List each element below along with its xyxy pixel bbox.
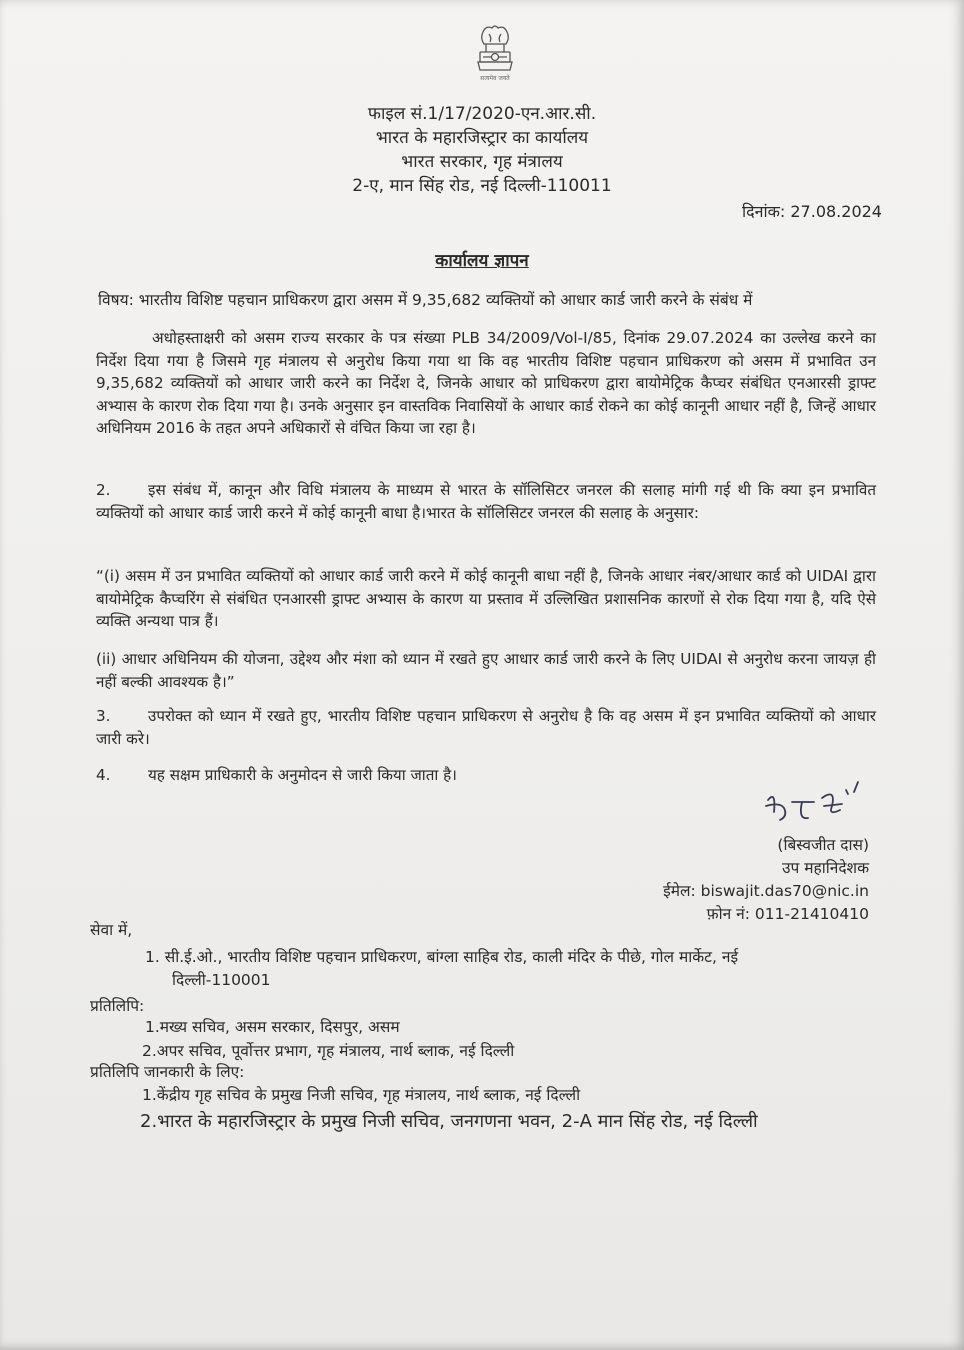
- signatory-phone: फ़ोन नं: 011-21410410: [706, 905, 869, 923]
- file-number: फाइल सं.1/17/2020-एन.आर.सी.: [367, 104, 597, 124]
- office-name: भारत के महारजिस्ट्रार का कार्यालय: [375, 128, 589, 148]
- paragraph-1: अधोहस्ताक्षरी को असम राज्य सरकार के पत्र संख्या PLB 34/2009/Vol-I/85, दिनांक 29.07.2024 का उल्लेख करने का निर्देश दिया गया है जिसमे गृह मंत्रालय से अनुरोध किया गया था कि वह भारतीय विशिष्ट पहचान प्राधिकरण को असम में प्रभावित उन 9,35,682 व्यक्तियों को आधार जारी करने का निर्देश दे, जिनके आधार को प्राधिकरण द्वारा बायोमेट्रिक कैप्चर संबंधित एनआरसी ड्राफ्ट अभ्यास के कारण रोक दिया गया है। उनके अनुसार इन वास्तविक निवासियों के आधार कार्ड रोकने का कोई कानूनी आधार नहीं है, जिन्हें आधार अधिनियम 2016 के तहत अपने अधिकारों से वंचित किया जा रहा है।: [96, 329, 876, 437]
- paragraph-3: [96, 705, 876, 750]
- paragraph-2-text: इस संबंध में, कानून और विधि मंत्रालय के माध्यम से भारत के सॉलिसिटर जनरल की सलाह मांगी गई थी कि क्या इन प्रभावित व्यक्तियों को आधार कार्ड जारी करने में कोई कानूनी बाधा है।भारत के सॉलिसिटर जनरल की सलाह के अनुसार:: [96, 481, 876, 522]
- subject-line: विषय: भारतीय विशिष्ट पहचान प्राधिकरण द्वारा असम में 9,35,682 व्यक्तियों को आधार कार्ड जारी करने के संबंध में: [98, 291, 753, 309]
- paragraph-3-text: उपरोक्त को ध्यान में रखते हुए, भारतीय विशिष्ट पहचान प्राधिकरण से अनुरोध है कि वह असम में इन प्रभावित व्यक्तियों को आधार जारी करे।: [96, 707, 876, 748]
- office-address: 2-ए, मान सिंह रोड, नई दिल्ली-110011: [352, 176, 612, 196]
- to-label: सेवा में,: [90, 921, 133, 939]
- paragraph-3-number: 3.: [96, 707, 111, 725]
- paragraph-2-number: 2.: [96, 481, 111, 499]
- quote-2: (ii) आधार अधिनियम की योजना, उद्देश्य और मंशा को ध्यान में रखते हुए आधार कार्ड जारी करने के लिए UIDAI से अनुरोध करना जायज़ ही नहीं बल्की आवश्यक है।”: [96, 650, 876, 691]
- government-name: भारत सरकार, गृह मंत्रालय: [401, 152, 563, 172]
- recipient-1-line1: 1. सी.ई.ओ., भारतीय विशिष्ट पहचान प्राधिकरण, बांग्ला साहिब रोड, काली मंदिर के पीछे, गोल मार्केट, नई: [145, 948, 739, 966]
- signatory-designation: उप महानिदेशक: [781, 859, 869, 877]
- info-copy-label: प्रतिलिपि जानकारी के लिए:: [90, 1063, 245, 1081]
- national-emblem-icon: [466, 22, 524, 92]
- document-title: कार्यालय ज्ञापन: [435, 251, 529, 271]
- svg-text:सत्यमेव जयते: सत्यमेव जयते: [480, 75, 510, 82]
- signatory-block: [663, 834, 869, 926]
- copy-item-1: 1.मख्य सचिव, असम सरकार, दिसपुर, असम: [145, 1018, 400, 1036]
- paragraph-2: [96, 479, 876, 524]
- copy-item-2: 2.अपर सचिव, पूर्वोत्तर प्रभाग, गृह मंत्रालय, नार्थ ब्लाक, नई दिल्ली: [142, 1042, 515, 1060]
- recipient-1-line2: दिल्ली-110001: [172, 971, 271, 989]
- signatory-name: (बिस्वजीत दास): [777, 836, 869, 854]
- copy-label: प्रतिलिपि:: [90, 997, 145, 1015]
- handwritten-signature: [762, 776, 872, 836]
- paragraph-4: [96, 764, 876, 787]
- quote-1: “(i) असम में उन प्रभावित व्यक्तियों को आधार कार्ड जारी करने में कोई कानूनी बाधा नहीं है, जिनके आधार नंबर/आधार कार्ड को UIDAI द्वारा बायोमेट्रिक कैप्चरिंग से संबंधित एनआरसी ड्राफ्ट अभ्यास के कारण या प्रस्ताव में उल्लिखित प्रशासनिक कारणों से रोक दिया गया है, यदि ऐसे व्यक्ति अन्यथा पात्र हैं।: [96, 567, 876, 630]
- paragraph-4-number: 4.: [96, 766, 111, 784]
- signatory-email: ईमेल: biswajit.das70@nic.in: [663, 882, 869, 900]
- info-copy-item-2: 2.भारत के महारजिस्ट्रार के प्रमुख निजी सचिव, जनगणना भवन, 2-A मान सिंह रोड, नई दिल्ली: [140, 1111, 758, 1132]
- document-date: दिनांक: 27.08.2024: [741, 202, 882, 221]
- paragraph-4-text: यह सक्षम प्राधिकारी के अनुमोदन से जारी किया जाता है।: [148, 766, 457, 784]
- info-copy-item-1: 1.केंद्रीय गृह सचिव के प्रमुख निजी सचिव, गृह मंत्रालय, नार्थ ब्लाक, नई दिल्ली: [142, 1086, 581, 1104]
